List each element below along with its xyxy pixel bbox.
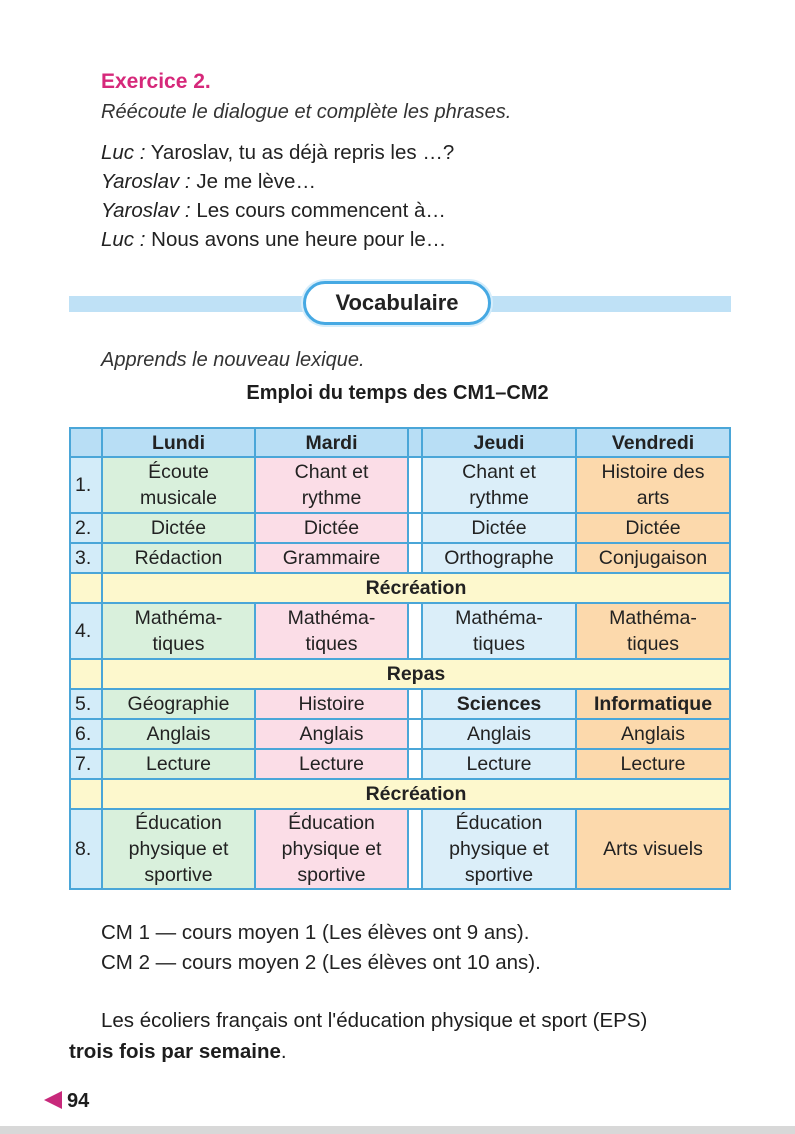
subject-line: Anglais xyxy=(467,723,531,745)
subject-line: Sciences xyxy=(456,693,542,715)
gap-cell xyxy=(408,809,422,889)
subject-cell xyxy=(255,457,408,513)
subject-cell xyxy=(255,809,408,889)
exercise-instruction: Réécoute le dialogue et complète les phrases. xyxy=(101,101,512,123)
subject-line: Mathéma- xyxy=(134,607,223,629)
subject-line: Lecture xyxy=(620,753,686,775)
subject-line: sportive xyxy=(144,864,213,886)
subject-line: Rédaction xyxy=(134,547,223,569)
subject-line: Écoute xyxy=(148,461,209,483)
day-header: Jeudi xyxy=(422,428,576,457)
subject-line: physique et xyxy=(128,838,229,860)
line-text: Je me lève… xyxy=(190,170,316,193)
subject-line: Grammaire xyxy=(282,547,381,569)
subject-line: Dictée xyxy=(303,517,360,539)
subject-line: tiques xyxy=(472,633,526,655)
subject-line: physique et xyxy=(281,838,382,860)
table-row xyxy=(70,603,730,659)
subject-line: tiques xyxy=(152,633,205,655)
page-bottom-edge xyxy=(0,1126,795,1134)
schedule-body xyxy=(70,428,730,889)
subject-line: Lecture xyxy=(466,753,532,775)
dialogue-line xyxy=(101,170,316,194)
table-row xyxy=(70,457,730,513)
subject-cell xyxy=(422,513,576,543)
row-number: 2. xyxy=(70,513,102,543)
subject-line: tiques xyxy=(305,633,358,655)
subject-line: Lecture xyxy=(145,753,212,775)
subject-line: Informatique xyxy=(593,693,713,715)
subject-cell xyxy=(576,457,730,513)
subject-cell xyxy=(255,749,408,779)
speaker: Luc : xyxy=(101,228,146,251)
line-text: Yaroslav, tu as déjà repris les …? xyxy=(145,141,455,164)
break-label: Repas xyxy=(102,659,730,689)
break-row xyxy=(70,779,730,809)
line-text: Nous avons une heure pour le… xyxy=(145,228,447,251)
subject-cell xyxy=(255,513,408,543)
break-num-cell xyxy=(70,659,102,689)
subject-line: sportive xyxy=(464,864,534,886)
subject-cell xyxy=(422,719,576,749)
subject-cell xyxy=(255,603,408,659)
subject-line: tiques xyxy=(626,633,680,655)
dialogue-line xyxy=(101,199,446,223)
subject-cell xyxy=(255,543,408,573)
subject-line: Dictée xyxy=(471,517,527,539)
subject-cell xyxy=(576,603,730,659)
subject-cell xyxy=(102,603,255,659)
subject-line: Histoire des xyxy=(601,461,705,483)
subject-line: arts xyxy=(636,487,670,509)
subject-cell xyxy=(576,809,730,889)
subject-line: Dictée xyxy=(150,517,207,539)
gap-cell xyxy=(408,457,422,513)
page-number-text: 94 xyxy=(67,1090,90,1112)
subject-cell xyxy=(576,719,730,749)
subject-cell xyxy=(576,749,730,779)
row-number: 3. xyxy=(70,543,102,573)
speaker: Yaroslav : xyxy=(101,199,191,222)
subject-cell xyxy=(576,513,730,543)
subject-line: Arts visuels xyxy=(603,838,703,860)
day-header: Vendredi xyxy=(576,428,730,457)
row-number: 5. xyxy=(70,689,102,719)
gap-cell xyxy=(408,719,422,749)
subject-line: Histoire xyxy=(298,693,365,715)
subject-line: sportive xyxy=(297,864,366,886)
row-number: 1. xyxy=(70,457,102,513)
line-text: Les cours commencent à… xyxy=(190,199,446,222)
subject-cell xyxy=(102,513,255,543)
subject-line: Anglais xyxy=(621,723,685,745)
subject-cell xyxy=(422,809,576,889)
subject-line: Éducation xyxy=(455,812,543,834)
day-header: Lundi xyxy=(102,428,255,457)
subject-line: Anglais xyxy=(299,723,364,745)
break-label: Récréation xyxy=(102,779,730,809)
triangle-left-icon xyxy=(44,1091,62,1109)
subject-line: Mathéma- xyxy=(455,607,543,629)
subject-cell xyxy=(102,689,255,719)
note-line: CM 2 — cours moyen 2 (Les élèves ont 10 ans). xyxy=(101,951,541,974)
speaker: Yaroslav : xyxy=(101,170,191,193)
table-row xyxy=(70,719,730,749)
vocabulary-instruction: Apprends le nouveau lexique. xyxy=(101,349,365,371)
dialogue-line xyxy=(101,228,446,252)
subject-line: Géographie xyxy=(127,693,230,715)
bold-phrase: trois fois par semaine xyxy=(69,1040,281,1063)
subject-line: Dictée xyxy=(625,517,681,539)
subject-cell xyxy=(422,749,576,779)
break-num-cell xyxy=(70,573,102,603)
note-line: CM 1 — cours moyen 1 (Les élèves ont 9 ans). xyxy=(101,921,530,944)
subject-cell xyxy=(102,749,255,779)
break-row xyxy=(70,573,730,603)
page-number xyxy=(44,1090,89,1113)
header-row xyxy=(70,428,730,457)
exercise-title: Exercice 2. xyxy=(101,70,211,93)
gap-cell xyxy=(408,428,422,457)
paragraph-line xyxy=(69,1040,287,1064)
gap-cell xyxy=(408,543,422,573)
subject-cell xyxy=(576,689,730,719)
subject-line: Chant et xyxy=(462,461,536,483)
row-number: 4. xyxy=(70,603,102,659)
row-number: 6. xyxy=(70,719,102,749)
dialogue-line xyxy=(101,141,454,165)
subject-cell xyxy=(422,603,576,659)
gap-cell xyxy=(408,689,422,719)
table-title: Emploi du temps des CM1–CM2 xyxy=(246,382,549,404)
table-row xyxy=(70,809,730,889)
vocabulary-heading: Vocabulaire xyxy=(303,281,491,325)
subject-line: Anglais xyxy=(146,723,211,745)
subject-cell xyxy=(422,543,576,573)
break-num-cell xyxy=(70,779,102,809)
subject-line: musicale xyxy=(140,487,217,509)
subject-cell xyxy=(102,809,255,889)
gap-cell xyxy=(408,513,422,543)
subject-line: Éducation xyxy=(135,812,222,834)
corner-cell xyxy=(70,428,102,457)
gap-cell xyxy=(408,603,422,659)
schedule-table xyxy=(69,427,731,890)
subject-cell xyxy=(255,719,408,749)
subject-cell xyxy=(576,543,730,573)
table-row xyxy=(70,513,730,543)
row-number: 7. xyxy=(70,749,102,779)
subject-line: physique et xyxy=(449,838,549,860)
table-row xyxy=(70,689,730,719)
table-row xyxy=(70,749,730,779)
subject-line: Éducation xyxy=(288,812,375,834)
subject-cell xyxy=(255,689,408,719)
day-header: Mardi xyxy=(255,428,408,457)
subject-cell xyxy=(102,457,255,513)
paragraph-line: Les écoliers français ont l'éducation physique et sport (EPS) xyxy=(101,1009,648,1032)
paragraph-end: . xyxy=(280,1040,287,1063)
subject-line: Mathéma- xyxy=(609,607,697,629)
speaker: Luc : xyxy=(101,141,146,164)
row-number: 8. xyxy=(70,809,102,889)
subject-cell xyxy=(422,457,576,513)
subject-line: rythme xyxy=(469,487,529,509)
subject-line: Chant et xyxy=(294,461,369,483)
subject-line: rythme xyxy=(301,487,362,509)
break-label: Récréation xyxy=(102,573,730,603)
table-row xyxy=(70,543,730,573)
gap-cell xyxy=(408,749,422,779)
subject-cell xyxy=(102,719,255,749)
subject-line: Lecture xyxy=(298,753,365,775)
subject-line: Orthographe xyxy=(444,547,554,569)
subject-cell xyxy=(102,543,255,573)
break-row xyxy=(70,659,730,689)
subject-line: Conjugaison xyxy=(598,547,708,569)
subject-cell xyxy=(422,689,576,719)
subject-line: Mathéma- xyxy=(287,607,376,629)
